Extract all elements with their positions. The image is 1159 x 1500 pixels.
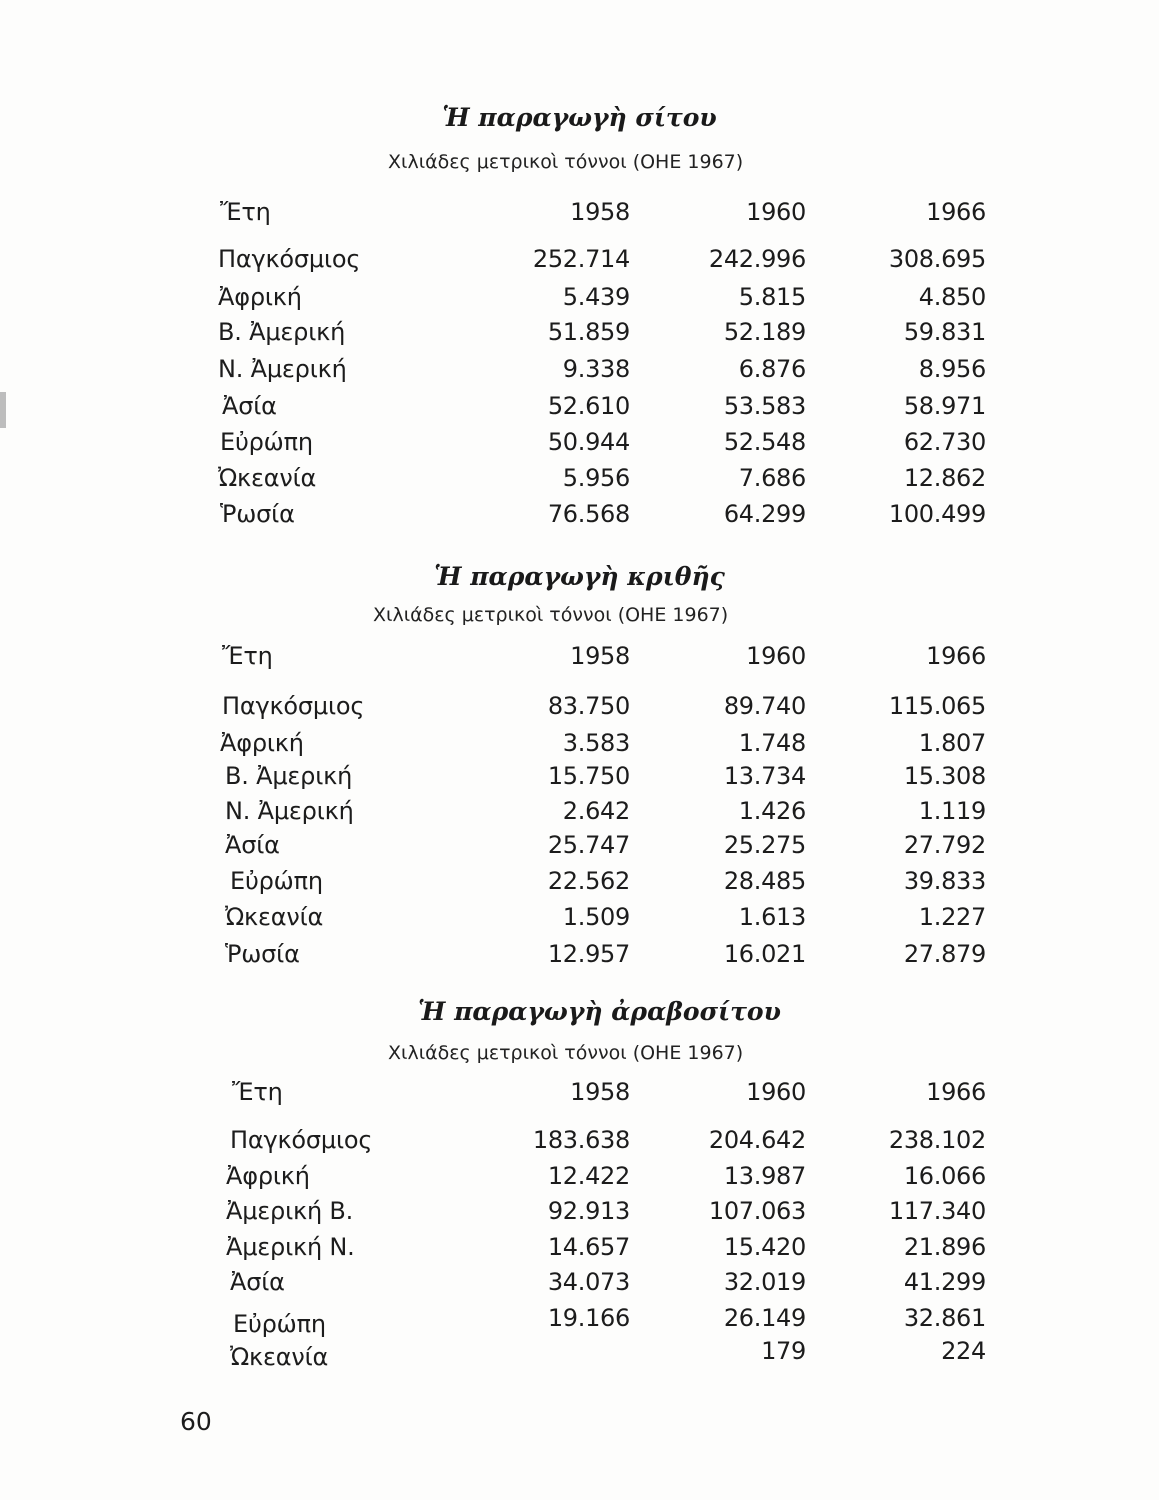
cell-value: 5.815: [738, 283, 806, 311]
cell-value: 83.750: [547, 692, 630, 720]
row-label: Ἀμερική Β.: [226, 1197, 354, 1225]
table-subtitle: Χιλιάδες μετρικοὶ τόννοι (ΟΗΕ 1967): [388, 151, 744, 173]
cell-value: 64.299: [723, 500, 806, 528]
cell-value: 32.019: [723, 1268, 806, 1296]
cell-value: 12.422: [547, 1162, 630, 1190]
table-row: [0, 1337, 1159, 1373]
table-row: [0, 1304, 1159, 1340]
cell-value: 15.308: [903, 762, 986, 790]
table-row: [0, 500, 1159, 536]
cell-value: 107.063: [708, 1197, 806, 1225]
cell-value: 32.861: [903, 1304, 986, 1332]
row-label: Ῥωσία: [220, 500, 295, 528]
years-label: Ἔτη: [220, 198, 271, 226]
cell-value: 117.340: [888, 1197, 986, 1225]
cell-value: 8.956: [918, 355, 986, 383]
year-1966: 1966: [926, 642, 986, 670]
cell-value: 58.971: [903, 392, 986, 420]
cell-value: 52.548: [723, 428, 806, 456]
cell-value: 27.792: [903, 831, 986, 859]
cell-value: 308.695: [888, 245, 986, 273]
table-row: [0, 692, 1159, 728]
cell-value: 1.119: [918, 797, 986, 825]
row-label: Ν. Ἀμερική: [218, 355, 347, 383]
cell-value: 51.859: [547, 318, 630, 346]
cell-value: 52.610: [547, 392, 630, 420]
table-row: [0, 940, 1159, 976]
cell-value: 7.686: [738, 464, 806, 492]
row-label: Ἀσία: [225, 831, 280, 859]
table-row: [0, 729, 1159, 765]
cell-value: 41.299: [903, 1268, 986, 1296]
cell-value: 224: [941, 1337, 986, 1365]
year-1966: 1966: [926, 198, 986, 226]
year-1960: 1960: [746, 198, 806, 226]
row-label: Ῥωσία: [225, 940, 300, 968]
cell-value: 115.065: [888, 692, 986, 720]
cell-value: 14.657: [547, 1233, 630, 1261]
table-row: [0, 245, 1159, 281]
cell-value: 21.896: [903, 1233, 986, 1261]
cell-value: 59.831: [903, 318, 986, 346]
table-title: Ἡ παραγωγὴ ἀραβοσίτου: [418, 997, 781, 1026]
row-label: Παγκόσμιος: [222, 692, 365, 720]
row-label: Ἀσία: [222, 392, 277, 420]
cell-value: 22.562: [547, 867, 630, 895]
cell-value: 53.583: [723, 392, 806, 420]
cell-value: 179: [761, 1337, 806, 1365]
row-label: Ν. Ἀμερική: [225, 797, 354, 825]
cell-value: 9.338: [562, 355, 630, 383]
header-row: [0, 1078, 1159, 1114]
cell-value: 183.638: [532, 1126, 630, 1154]
cell-value: 13.734: [723, 762, 806, 790]
table-row: [0, 1126, 1159, 1162]
cell-value: 26.149: [723, 1304, 806, 1332]
table-title: Ἡ παραγωγὴ κριθῆς: [434, 562, 725, 591]
cell-value: 100.499: [888, 500, 986, 528]
year-1960: 1960: [746, 642, 806, 670]
row-label: Εὐρώπη: [220, 428, 313, 456]
cell-value: 13.987: [723, 1162, 806, 1190]
cell-value: 89.740: [723, 692, 806, 720]
cell-value: 1.807: [918, 729, 986, 757]
row-label: Β. Ἀμερική: [218, 318, 346, 346]
cell-value: 1.426: [738, 797, 806, 825]
row-label: Ἀφρική: [226, 1162, 310, 1190]
year-1958: 1958: [570, 198, 630, 226]
row-label: Ἀμερική Ν.: [226, 1233, 355, 1261]
row-label: Ὠκεανία: [230, 1343, 329, 1371]
cell-value: 16.066: [903, 1162, 986, 1190]
row-label: Παγκόσμιος: [230, 1126, 373, 1154]
cell-value: 16.021: [723, 940, 806, 968]
table-row: [0, 1233, 1159, 1269]
table-row: [0, 283, 1159, 319]
table-subtitle: Χιλιάδες μετρικοὶ τόννοι (ΟΗΕ 1967): [373, 604, 729, 626]
table-row: [0, 1197, 1159, 1233]
table-row: [0, 428, 1159, 464]
year-1966: 1966: [926, 1078, 986, 1106]
cell-value: 15.750: [547, 762, 630, 790]
cell-value: 28.485: [723, 867, 806, 895]
cell-value: 12.862: [903, 464, 986, 492]
years-label: Ἔτη: [222, 642, 273, 670]
cell-value: 25.747: [547, 831, 630, 859]
cell-value: 92.913: [547, 1197, 630, 1225]
row-label: Β. Ἀμερική: [225, 762, 353, 790]
row-label: Ὠκεανία: [225, 903, 324, 931]
cell-value: 12.957: [547, 940, 630, 968]
year-1958: 1958: [570, 1078, 630, 1106]
year-1960: 1960: [746, 1078, 806, 1106]
table-row: [0, 867, 1159, 903]
year-1958: 1958: [570, 642, 630, 670]
row-label: Ἀφρική: [218, 283, 302, 311]
cell-value: 76.568: [547, 500, 630, 528]
table-row: [0, 903, 1159, 939]
row-label: Παγκόσμιος: [218, 245, 361, 273]
cell-value: 5.439: [562, 283, 630, 311]
cell-value: 27.879: [903, 940, 986, 968]
row-label: Ἀσία: [230, 1268, 285, 1296]
cell-value: 25.275: [723, 831, 806, 859]
cell-value: 1.613: [738, 903, 806, 931]
years-label: Ἔτη: [232, 1078, 283, 1106]
table-row: [0, 318, 1159, 354]
cell-value: 19.166: [547, 1304, 630, 1332]
table-row: [0, 392, 1159, 428]
cell-value: 6.876: [738, 355, 806, 383]
cell-value: 4.850: [918, 283, 986, 311]
row-label: Εὐρώπη: [233, 1310, 326, 1338]
cell-value: 238.102: [888, 1126, 986, 1154]
table-row: [0, 1162, 1159, 1198]
page-number: 60: [180, 1407, 212, 1436]
row-label: Ἀφρική: [220, 729, 304, 757]
table-row: [0, 464, 1159, 500]
cell-value: 62.730: [903, 428, 986, 456]
cell-value: 34.073: [547, 1268, 630, 1296]
cell-value: 2.642: [562, 797, 630, 825]
cell-value: 1.748: [738, 729, 806, 757]
cell-value: 15.420: [723, 1233, 806, 1261]
cell-value: 204.642: [708, 1126, 806, 1154]
cell-value: 50.944: [547, 428, 630, 456]
table-subtitle: Χιλιάδες μετρικοὶ τόννοι (ΟΗΕ 1967): [388, 1042, 744, 1064]
cell-value: 252.714: [532, 245, 630, 273]
row-label: Εὐρώπη: [230, 867, 323, 895]
cell-value: 242.996: [708, 245, 806, 273]
table-row: [0, 762, 1159, 798]
table-row: [0, 831, 1159, 867]
header-row: [0, 198, 1159, 234]
table-row: [0, 797, 1159, 833]
cell-value: 1.509: [562, 903, 630, 931]
cell-value: 39.833: [903, 867, 986, 895]
cell-value: 3.583: [562, 729, 630, 757]
cell-value: 5.956: [562, 464, 630, 492]
table-title: Ἡ παραγωγὴ σίτου: [442, 103, 717, 132]
table-row: [0, 355, 1159, 391]
table-row: [0, 1268, 1159, 1304]
row-label: Ὠκεανία: [218, 464, 317, 492]
cell-value: 52.189: [723, 318, 806, 346]
header-row: [0, 642, 1159, 678]
cell-value: 1.227: [918, 903, 986, 931]
